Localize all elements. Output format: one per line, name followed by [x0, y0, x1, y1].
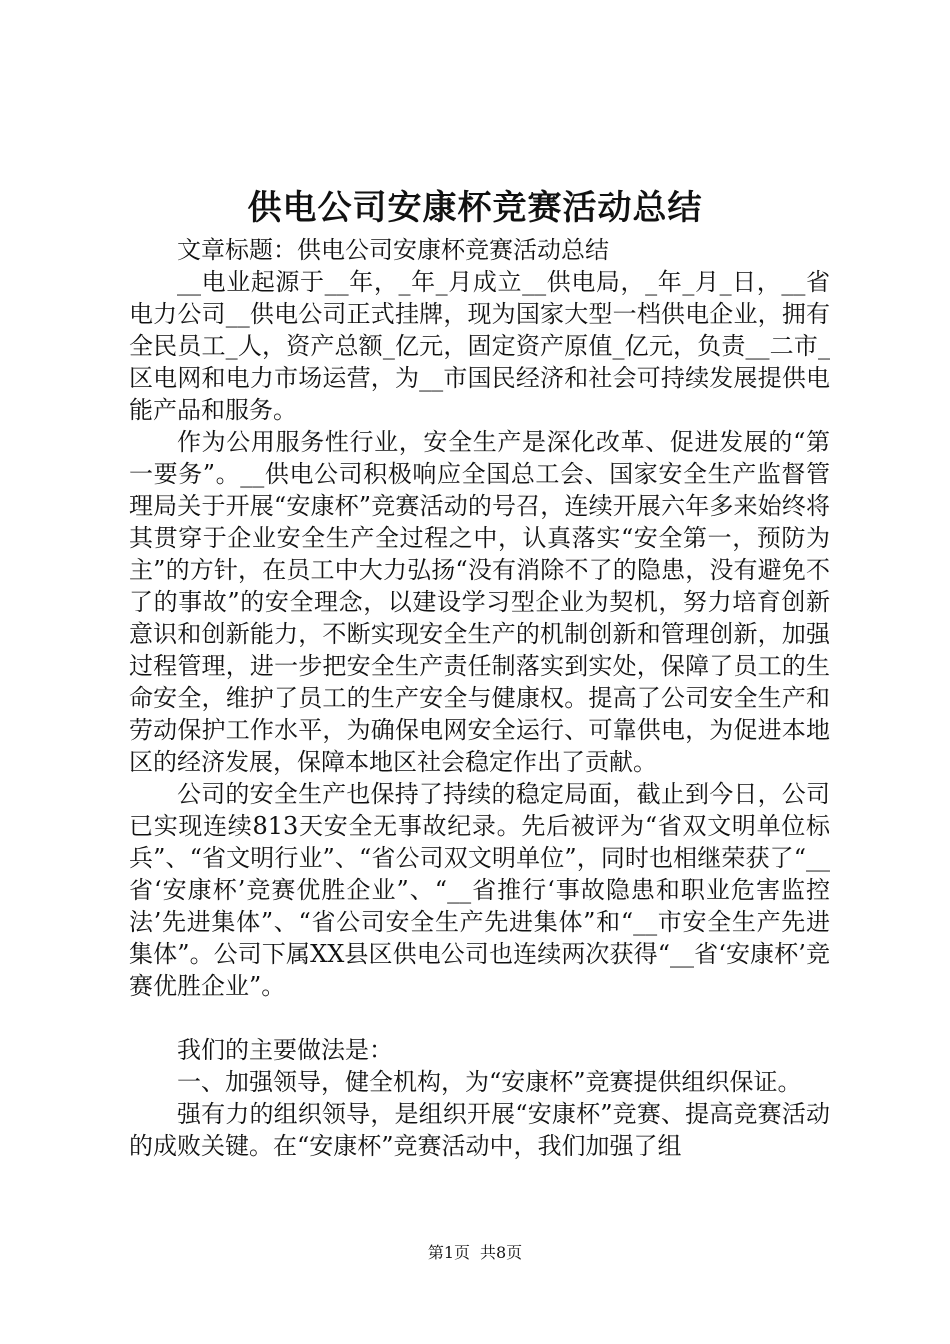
- paragraph-leadership: 强有力的组织领导，是组织开展“安康杯”竞赛、提高竞赛活动的成败关键。在“安康杯”竞赛活动中，我们加强了组: [129, 1100, 830, 1160]
- article-title-line: 文章标题：供电公司安康杯竞赛活动总结: [177, 236, 609, 264]
- paragraph-safety-production: 作为公用服务性行业，安全生产是深化改革、促进发展的“第一要务”。__供电公司积极响应全国总工会、国家安全生产监督管理局关于开展“安康杯”竞赛活动的号召，连续开展六年多来始终将其贯穿于企业安全生产全过程之中，认真落实“安全第一，预防为主”的方针，在员工中大力弘扬“没有消除不了的隐患，没有避免不了的事故”的安全理念，以建设学习型企业为契机，努力培育创新意识和创新能力，不断实现安全生产的机制创新和管理创新，加强过程管理，进一步把安全生产责任制落实到实处，保障了员工的生命安全，维护了员工的生产安全与健康权。提高了公司安全生产和劳动保护工作水平，为确保电网安全运行、可靠供电，为促进本地区的经济发展，保障本地区社会稳定作出了贡献。: [129, 428, 830, 776]
- document-body: [129, 234, 830, 1162]
- paragraph-main-practices: 我们的主要做法是：: [177, 1036, 393, 1064]
- page-footer: [0, 1242, 950, 1264]
- section-heading-leadership: 一、加强领导，健全机构，为“安康杯”竞赛提供组织保证。: [177, 1068, 802, 1096]
- document-title: 供电公司安康杯竞赛活动总结: [247, 188, 703, 228]
- paragraph-company-history: __电业起源于__年，_年_月成立__供电局，_年_月_日，__省电力公司__供电公司正式挂牌，现为国家大型一档供电企业，拥有全民员工_人，资产总额_亿元，固定资产原值_亿元，负责__二市_区电网和电力市场运营，为__市国民经济和社会可持续发展提供电能产品和服务。: [129, 268, 830, 424]
- page-number: 第1页: [427, 1243, 470, 1262]
- page-total: 共8页: [480, 1243, 523, 1262]
- paragraph-achievements: 公司的安全生产也保持了持续的稳定局面，截止到今日，公司已实现连续813天安全无事故纪录。先后被评为“省双文明单位标兵”、“省文明行业”、“省公司双文明单位”，同时也相继荣获了“__省‘安康杯’竞赛优胜企业”、“__省推行‘事故隐患和职业危害监控法’先进集体”、“省公司安全生产先进集体”和“__市安全生产先进集体”。公司下属XX县区供电公司也连续两次获得“__省‘安康杯’竞赛优胜企业”。: [129, 780, 830, 1000]
